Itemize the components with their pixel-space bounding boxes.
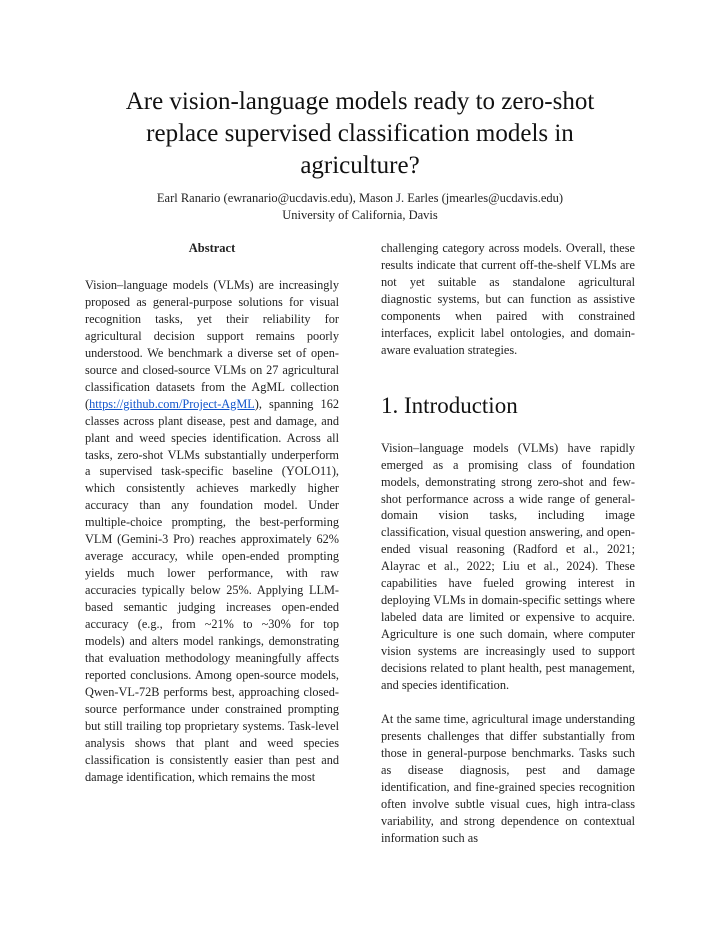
author-list: Earl Ranario (ewranario@ucdavis.edu), Mason J. Earles (jmearles@ucdavis.edu) xyxy=(156,191,564,205)
abstract-continuation: challenging category across models. Overall, these results indicate that current off-the-shelf VLMs are not yet suitable as standalone agricultural diagnostic systems, but can function as assistive components when paired with constrained interfaces, explicit label ontologies, and domain-aware evaluation strategies. xyxy=(381,241,635,357)
intro-paragraph: At the same time, agricultural image understanding presents challenges that differ substantially from those in general-purpose benchmarks. Tasks such as disease diagnosis, pest and damage identification, and fine-grained species recognition often involve subtle visual cues, high intra-class variability, and strong dependence on contextual information such as xyxy=(381,711,635,845)
title-line: Are vision-language models ready to zero-shot xyxy=(125,88,595,115)
abstract-heading: Abstract xyxy=(188,241,236,255)
author-block xyxy=(60,190,660,224)
affiliation: University of California, Davis xyxy=(282,208,438,222)
agml-link[interactable]: https://github.com/Project-AgML xyxy=(89,396,255,411)
abstract-text-part: Vision–language models (VLMs) are increasingly proposed as general-purpose solutions for visual recognition tasks, yet their reliability for agricultural decision support remains poorly understood. We benchmark a diverse set of open-source and closed-source VLMs on 27 agricultural classification datasets from the AgML collection ( xyxy=(85,278,339,411)
introduction-heading: 1. Introduction xyxy=(381,392,518,418)
paper-title xyxy=(90,86,630,182)
abstract-text xyxy=(85,277,339,786)
right-column xyxy=(381,240,635,847)
intro-paragraph: Vision–language models (VLMs) have rapidly emerged as a promising class of foundation models, demonstrating strong zero-shot and few-shot performance across a wide range of general-domain vision tasks, including image classification, visual question answering, and open-ended visual reasoning (Radford et al., 2021; Alayrac et al., 2022; Liu et al., 2024). These capabilities have fueled growing interest in deploying VLMs in domain-specific settings where labeled data are limited or expensive to acquire. Agriculture is one such domain, where computer vision systems are increasingly used to support decisions related to plant health, pest management, and species identification. xyxy=(381,440,635,693)
title-line: agriculture? xyxy=(300,152,420,179)
title-line: replace supervised classification models in xyxy=(146,120,574,147)
left-column xyxy=(85,240,339,786)
abstract-text-part: ), spanning 162 classes across plant disease, pest and damage, and plant and weed species identification. Across all tasks, zero-shot VLMs substantially underperform a supervised task-specific baseline (YOLO11), which consistently achieves markedly higher accuracy than any foundation model. Under multiple-choice prompting, the best-performing VLM (Gemini-3 Pro) reaches approximately 62% average accuracy, while open-ended prompting yields much lower performance, with raw accuracies typically below 25%. Applying LLM-based semantic judging increases open-ended accuracy (e.g., from ~21% to ~30% for top models) and alters model rankings, demonstrating that evaluation methodology meaningfully affects reported conclusions. Among open-source models, Qwen-VL-72B performs best, approaching closed-source performance under constrained prompting but still trailing top proprietary systems. Task-level analysis shows that plant and weed species classification is consistently easier than pest and damage identification, which remains the most xyxy=(85,396,339,784)
